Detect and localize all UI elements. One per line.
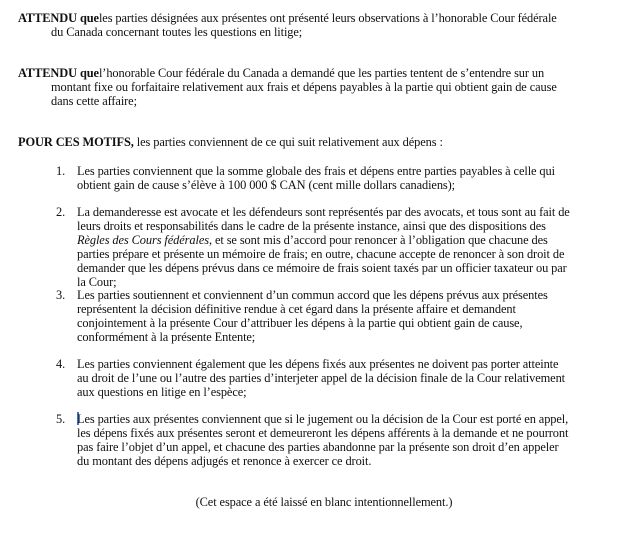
whereas-2-content: [18, 66, 558, 108]
whereas-1-content: [18, 11, 570, 39]
list-item-number: 1.: [56, 164, 66, 178]
whereas-2-lead: ATTENDU que: [18, 66, 99, 80]
list-item-text: Les parties aux présentes conviennent que si le jugement ou la décision de la Cour est porté en appel, les dépens fixés aux présentes seront et demeureront les dépens afférents à la demande et ne pourront pas faire l’objet d’un appel, et chacune des parties abandonne par la présente son droit d’en appeler du montant des dépens adjugés et renonce à exercer ce droit.: [77, 412, 569, 468]
list-item-text: Les parties conviennent également que les dépens fixés aux présentes ne doivent pas porter atteinte au droit de l’une ou l’autre des parties d’interjeter appel de la décision finale de la Cour relativement aux questions en litige en l’espèce;: [77, 357, 566, 399]
whereas-1-lead: ATTENDU que: [18, 11, 99, 25]
whereas-paragraph-2: [18, 66, 558, 108]
list-item-3: [56, 288, 556, 344]
list-item-1: [56, 164, 556, 192]
whereas-paragraph-1: [18, 11, 570, 39]
list-item-2: [56, 205, 572, 289]
therefore-paragraph: [18, 135, 570, 149]
list-item-number: 3.: [56, 288, 66, 302]
list-item-number: 2.: [56, 205, 66, 219]
therefore-text: les parties conviennent de ce qui suit relativement aux dépens :: [133, 135, 443, 149]
list-item-5: [56, 412, 572, 468]
rules-title-italic: Règles des Cours fédérales: [77, 233, 209, 247]
list-item-text-container[interactable]: [77, 412, 572, 468]
list-item-text-part: , et se sont mis d’accord pour renoncer à l’obligation que chacune des parties prépare et présente un mémoire de frais; en outre, chacune accepte de renoncer à son droit de demander que les dépens prévus dans ce mémoire de frais soient taxés par un officier taxateur ou par la Cour;: [77, 233, 567, 289]
blank-space-notice: (Cet espace a été laissé en blanc intentionnellement.): [195, 495, 453, 509]
therefore-lead: POUR CES MOTIFS,: [18, 135, 134, 149]
list-item-text-part: La demanderesse est avocate et les défendeurs sont représentés par des avocats, et tous sont au fait de leurs droits et responsabilités dans le cadre de la présente instance, ainsi que des dispositions des: [77, 205, 570, 233]
whereas-1-text: les parties désignées aux présentes ont présenté leurs observations à l’honorable Cour fédérale du Canada concernant toutes les questions en litige;: [51, 11, 557, 39]
list-item-4: [56, 357, 568, 399]
list-item-text: Les parties conviennent que la somme globale des frais et dépens entre parties payables à celle qui obtient gain de cause s’élève à 100 000 $ CAN (cent mille dollars canadiens);: [77, 164, 555, 192]
whereas-2-text: l’honorable Cour fédérale du Canada a demandé que les parties tentent de s’entendre sur un montant fixe ou forfaitaire relativement aux frais et dépens payables à la partie qui obtient gain de cause dans cette affaire;: [51, 66, 557, 108]
list-item-text: [77, 205, 572, 289]
list-item-number: 4.: [56, 357, 66, 371]
list-item-text: Les parties soutiennent et conviennent d’un commun accord que les dépens prévus aux présentes représentent la décision définitive rendue à cet égard dans la présente affaire et demandent conjointement à la présente Cour d’attribuer les dépens à la partie qui obtient gain de cause, conformément à la présente Entente;: [77, 288, 548, 344]
list-item-number: 5.: [56, 412, 66, 426]
